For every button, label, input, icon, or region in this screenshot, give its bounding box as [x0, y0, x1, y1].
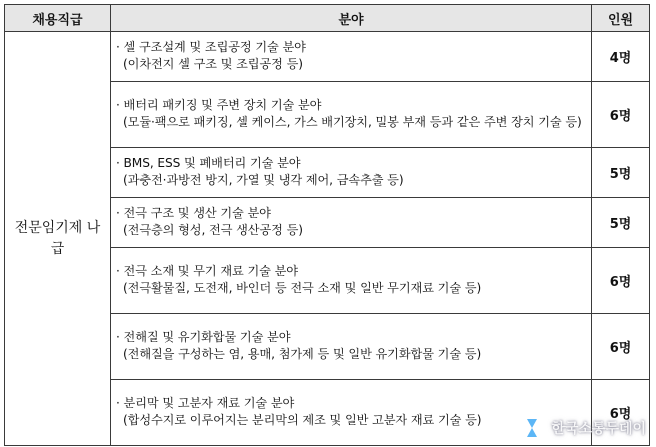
field-title: · 전해질 및 유기화합물 기술 분야 [116, 330, 291, 344]
field-title: · 셀 구조설계 및 조립공정 기술 분야 [116, 40, 306, 54]
field-detail: (합성수지로 이루어지는 분리막의 제조 및 일반 고분자 재료 기술 등) [123, 413, 482, 427]
recruitment-table [4, 4, 650, 446]
field-title: · 전극 소재 및 무기 재료 기술 분야 [116, 264, 298, 278]
field-cell [111, 380, 592, 446]
field-detail: (모듈·팩으로 패키징, 셀 케이스, 가스 배기장치, 밀봉 부재 등과 같은 주변 장치 기술 등) [123, 115, 582, 129]
field-detail: (전극활물질, 도전재, 바인더 등 전극 소재 및 일반 무기재료 기술 등) [123, 281, 482, 295]
count-cell: 6명 [592, 248, 650, 314]
count-cell: 6명 [592, 380, 650, 446]
field-cell [111, 82, 592, 148]
field-detail: (과충전·과방전 방지, 가열 및 냉각 제어, 금속추출 등) [123, 173, 404, 187]
field-cell [111, 198, 592, 248]
count-cell: 6명 [592, 82, 650, 148]
count-cell: 6명 [592, 314, 650, 380]
header-field: 분야 [111, 5, 592, 32]
category-label: 전문임기제 나급 [14, 219, 101, 257]
watermark-text: 한국소통두데이 [551, 421, 646, 437]
table-row [5, 32, 650, 82]
field-title: · 배터리 패키징 및 주변 장치 기술 분야 [116, 98, 322, 112]
field-cell [111, 314, 592, 380]
field-detail: (전해질을 구성하는 염, 용매, 첨가제 등 및 일반 유기화합물 기술 등) [123, 347, 482, 361]
field-title: · 분리막 및 고분자 재료 기술 분야 [116, 396, 295, 410]
field-detail: (전극층의 형성, 전극 생산공정 등) [123, 223, 303, 237]
field-title: · 전극 구조 및 생산 기술 분야 [116, 206, 271, 220]
count-cell: 5명 [592, 148, 650, 198]
field-cell [111, 148, 592, 198]
category-cell [5, 32, 111, 446]
table-header-row [5, 5, 650, 32]
header-category: 채용직급 [5, 5, 111, 32]
field-cell [111, 248, 592, 314]
header-count: 인원 [592, 5, 650, 32]
field-title: · BMS, ESS 및 폐배터리 기술 분야 [116, 156, 301, 170]
field-cell [111, 32, 592, 82]
count-cell: 5명 [592, 198, 650, 248]
count-cell: 4명 [592, 32, 650, 82]
field-detail: (이차전지 셀 구조 및 조립공정 등) [123, 57, 303, 71]
